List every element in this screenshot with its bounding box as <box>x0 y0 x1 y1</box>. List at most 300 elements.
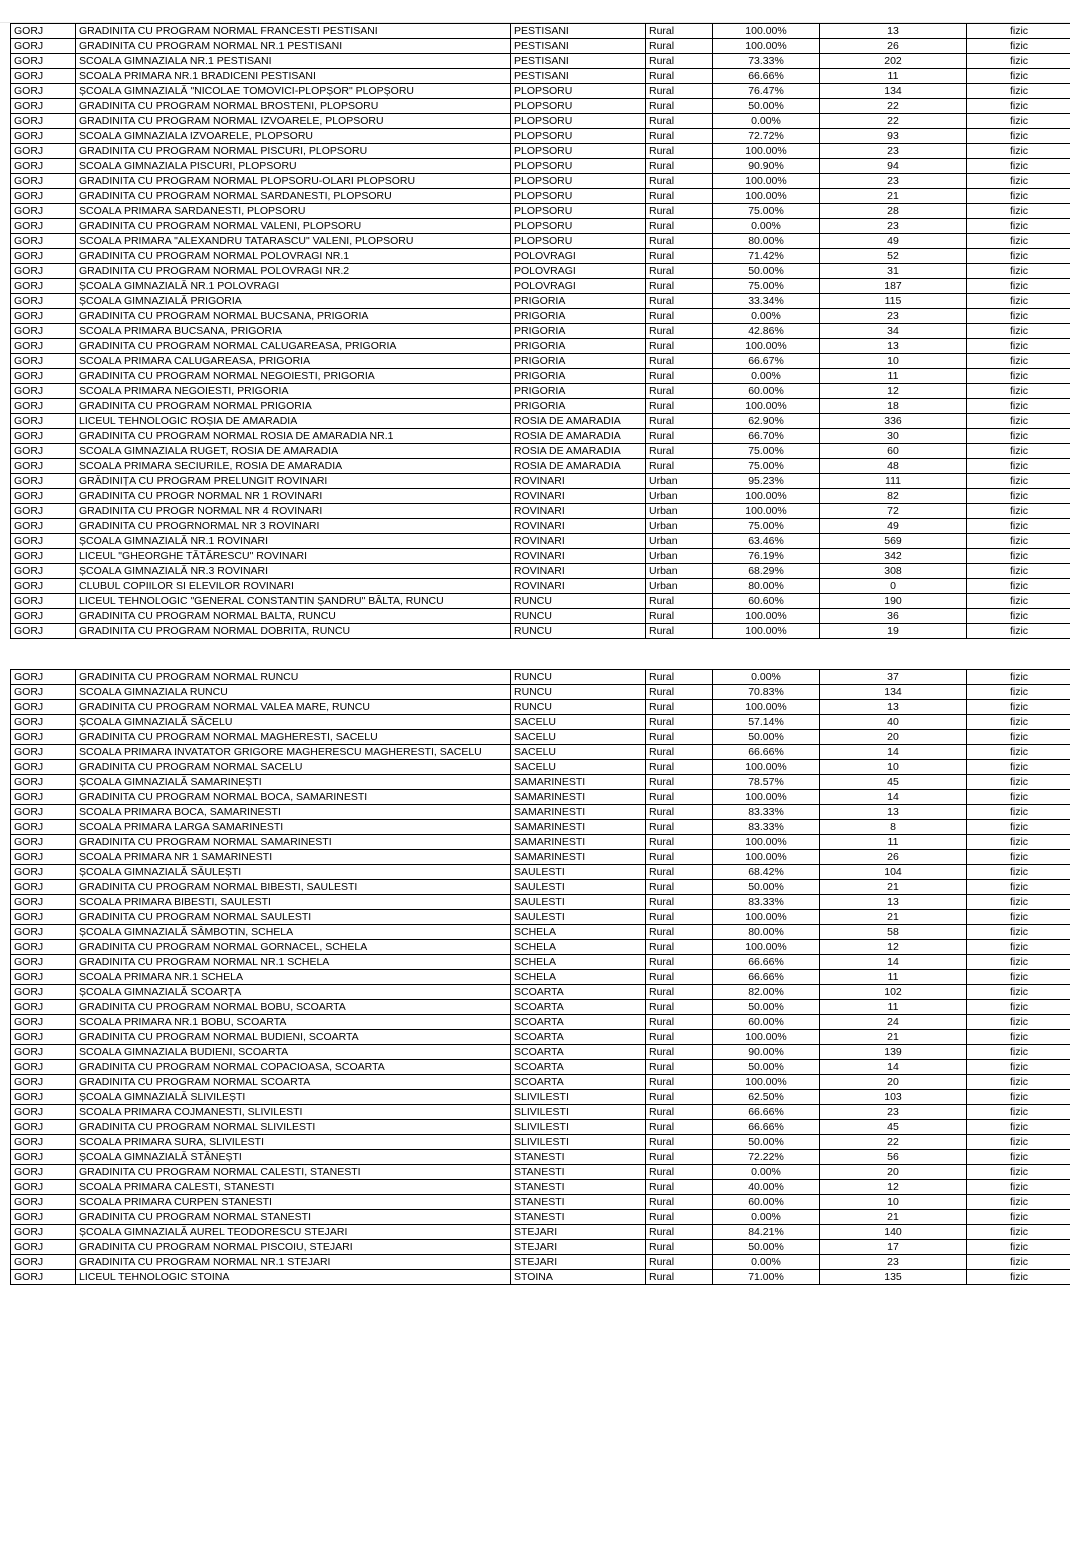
cell-locality: SAULESTI <box>511 910 646 925</box>
cell-count: 24 <box>820 1015 967 1030</box>
table-row <box>11 444 1070 459</box>
table-row <box>11 489 1070 504</box>
cell-county: GORJ <box>11 339 76 354</box>
table-row <box>11 1000 1070 1015</box>
cell-type: fizic <box>967 775 1070 790</box>
table-row <box>11 865 1070 880</box>
cell-county: GORJ <box>11 564 76 579</box>
cell-locality: SCOARTA <box>511 1000 646 1015</box>
cell-environment: Rural <box>646 1240 713 1255</box>
cell-county: GORJ <box>11 144 76 159</box>
cell-county: GORJ <box>11 1060 76 1075</box>
cell-type: fizic <box>967 1165 1070 1180</box>
cell-type: fizic <box>967 144 1070 159</box>
cell-count: 10 <box>820 354 967 369</box>
cell-count: 23 <box>820 1105 967 1120</box>
cell-environment: Rural <box>646 850 713 865</box>
cell-environment: Rural <box>646 369 713 384</box>
cell-environment: Rural <box>646 730 713 745</box>
cell-locality: PLOPSORU <box>511 99 646 114</box>
cell-county: GORJ <box>11 700 76 715</box>
cell-environment: Rural <box>646 700 713 715</box>
cell-unit: SCOALA GIMNAZIALA RUGET, ROSIA DE AMARADIA <box>76 444 511 459</box>
table-row <box>11 219 1070 234</box>
cell-count: 58 <box>820 925 967 940</box>
cell-percent: 50.00% <box>713 730 820 745</box>
table-body-1 <box>11 24 1070 639</box>
cell-environment: Rural <box>646 745 713 760</box>
cell-type: fizic <box>967 84 1070 99</box>
cell-county: GORJ <box>11 1105 76 1120</box>
cell-unit: GRADINITA CU PROGRAM NORMAL DOBRITA, RUNCU <box>76 624 511 639</box>
table-row <box>11 369 1070 384</box>
cell-county: GORJ <box>11 820 76 835</box>
cell-county: GORJ <box>11 39 76 54</box>
cell-unit: CLUBUL COPIILOR SI ELEVILOR ROVINARI <box>76 579 511 594</box>
cell-county: GORJ <box>11 730 76 745</box>
cell-count: 28 <box>820 204 967 219</box>
cell-type: fizic <box>967 1180 1070 1195</box>
cell-count: 10 <box>820 1195 967 1210</box>
cell-environment: Rural <box>646 444 713 459</box>
cell-unit: SCOALA GIMNAZIALA RUNCU <box>76 685 511 700</box>
cell-type: fizic <box>967 549 1070 564</box>
cell-environment: Rural <box>646 1135 713 1150</box>
cell-environment: Rural <box>646 775 713 790</box>
cell-percent: 70.83% <box>713 685 820 700</box>
cell-environment: Urban <box>646 489 713 504</box>
cell-locality: PLOPSORU <box>511 129 646 144</box>
cell-type: fizic <box>967 715 1070 730</box>
cell-unit: SCOALA PRIMARA SECIURILE, ROSIA DE AMARADIA <box>76 459 511 474</box>
cell-county: GORJ <box>11 399 76 414</box>
cell-unit: GRADINITA CU PROGRAM NORMAL PISCOIU, STEJARI <box>76 1240 511 1255</box>
cell-locality: STANESTI <box>511 1210 646 1225</box>
cell-percent: 73.33% <box>713 54 820 69</box>
cell-locality: ROVINARI <box>511 489 646 504</box>
cell-county: GORJ <box>11 549 76 564</box>
cell-locality: PRIGORIA <box>511 369 646 384</box>
table-block-2 <box>0 669 1070 1285</box>
cell-unit: SCOALA PRIMARA BUCSANA, PRIGORIA <box>76 324 511 339</box>
cell-type: fizic <box>967 1240 1070 1255</box>
cell-unit: SCOALA PRIMARA NEGOIESTI, PRIGORIA <box>76 384 511 399</box>
cell-county: GORJ <box>11 760 76 775</box>
cell-percent: 100.00% <box>713 760 820 775</box>
cell-locality: SAULESTI <box>511 880 646 895</box>
cell-environment: Rural <box>646 1180 713 1195</box>
cell-county: GORJ <box>11 489 76 504</box>
table-row <box>11 549 1070 564</box>
cell-unit: GRADINITA CU PROGRAM NORMAL ROSIA DE AMARADIA NR.1 <box>76 429 511 444</box>
cell-type: fizic <box>967 534 1070 549</box>
table-row <box>11 1165 1070 1180</box>
cell-county: GORJ <box>11 429 76 444</box>
cell-county: GORJ <box>11 1150 76 1165</box>
cell-unit: GRADINITA CU PROGRAM NORMAL BUDIENI, SCOARTA <box>76 1030 511 1045</box>
cell-unit: SCOALA PRIMARA BIBESTI, SAULESTI <box>76 895 511 910</box>
cell-environment: Rural <box>646 264 713 279</box>
table-row <box>11 1060 1070 1075</box>
cell-environment: Rural <box>646 685 713 700</box>
cell-count: 19 <box>820 624 967 639</box>
cell-environment: Rural <box>646 985 713 1000</box>
cell-county: GORJ <box>11 850 76 865</box>
cell-environment: Rural <box>646 204 713 219</box>
cell-count: 56 <box>820 1150 967 1165</box>
cell-percent: 60.00% <box>713 384 820 399</box>
cell-count: 190 <box>820 594 967 609</box>
cell-environment: Rural <box>646 624 713 639</box>
cell-unit: SCOALA PRIMARA INVATATOR GRIGORE MAGHERESCU MAGHERESTI, SACELU <box>76 745 511 760</box>
cell-locality: SCOARTA <box>511 1060 646 1075</box>
cell-environment: Urban <box>646 579 713 594</box>
table-row <box>11 955 1070 970</box>
cell-county: GORJ <box>11 384 76 399</box>
cell-locality: ROVINARI <box>511 549 646 564</box>
cell-type: fizic <box>967 670 1070 685</box>
cell-county: GORJ <box>11 414 76 429</box>
cell-count: 26 <box>820 39 967 54</box>
cell-percent: 50.00% <box>713 880 820 895</box>
cell-county: GORJ <box>11 895 76 910</box>
cell-type: fizic <box>967 850 1070 865</box>
table-row <box>11 1135 1070 1150</box>
cell-environment: Rural <box>646 459 713 474</box>
cell-locality: ROSIA DE AMARADIA <box>511 414 646 429</box>
cell-type: fizic <box>967 324 1070 339</box>
cell-percent: 100.00% <box>713 910 820 925</box>
cell-count: 23 <box>820 174 967 189</box>
school-data-table-1 <box>10 23 1070 639</box>
cell-unit: ȘCOALA GIMNAZIALĂ NR.3 ROVINARI <box>76 564 511 579</box>
cell-unit: GRADINITA CU PROGRAM NORMAL SACELU <box>76 760 511 775</box>
cell-unit: SCOALA GIMNAZIALA IZVOARELE, PLOPSORU <box>76 129 511 144</box>
cell-count: 93 <box>820 129 967 144</box>
cell-count: 45 <box>820 775 967 790</box>
cell-environment: Rural <box>646 384 713 399</box>
table-row <box>11 940 1070 955</box>
cell-count: 202 <box>820 54 967 69</box>
cell-type: fizic <box>967 1270 1070 1285</box>
table-row <box>11 564 1070 579</box>
table-row <box>11 925 1070 940</box>
cell-unit: GRADINITA CU PROGRAM NORMAL CALESTI, STANESTI <box>76 1165 511 1180</box>
cell-percent: 0.00% <box>713 670 820 685</box>
cell-unit: GRADINITA CU PROGRAM NORMAL BOBU, SCOARTA <box>76 1000 511 1015</box>
cell-type: fizic <box>967 594 1070 609</box>
cell-count: 21 <box>820 1030 967 1045</box>
table-row <box>11 1180 1070 1195</box>
cell-percent: 57.14% <box>713 715 820 730</box>
cell-county: GORJ <box>11 189 76 204</box>
cell-locality: ROVINARI <box>511 564 646 579</box>
cell-environment: Rural <box>646 895 713 910</box>
cell-unit: GRADINITA CU PROGRAM NORMAL SCOARTA <box>76 1075 511 1090</box>
cell-locality: SLIVILESTI <box>511 1135 646 1150</box>
cell-percent: 100.00% <box>713 174 820 189</box>
cell-county: GORJ <box>11 805 76 820</box>
table-row <box>11 1150 1070 1165</box>
cell-percent: 0.00% <box>713 114 820 129</box>
cell-type: fizic <box>967 444 1070 459</box>
cell-type: fizic <box>967 414 1070 429</box>
cell-percent: 66.66% <box>713 1120 820 1135</box>
cell-unit: GRADINITA CU PROGRAM NORMAL NR.1 STEJARI <box>76 1255 511 1270</box>
cell-county: GORJ <box>11 1225 76 1240</box>
table-row <box>11 1210 1070 1225</box>
cell-county: GORJ <box>11 745 76 760</box>
cell-type: fizic <box>967 910 1070 925</box>
table-row <box>11 715 1070 730</box>
cell-locality: RUNCU <box>511 685 646 700</box>
cell-locality: PESTISANI <box>511 24 646 39</box>
cell-count: 135 <box>820 1270 967 1285</box>
cell-type: fizic <box>967 234 1070 249</box>
table-row <box>11 820 1070 835</box>
cell-environment: Rural <box>646 99 713 114</box>
cell-unit: ȘCOALA GIMNAZIALĂ AUREL TEODORESCU STEJARI <box>76 1225 511 1240</box>
cell-environment: Rural <box>646 955 713 970</box>
cell-count: 36 <box>820 609 967 624</box>
cell-environment: Rural <box>646 144 713 159</box>
cell-count: 17 <box>820 1240 967 1255</box>
cell-percent: 75.00% <box>713 459 820 474</box>
table-row <box>11 1015 1070 1030</box>
table-row <box>11 189 1070 204</box>
cell-county: GORJ <box>11 174 76 189</box>
cell-unit: ȘCOALA GIMNAZIALĂ SĂCELU <box>76 715 511 730</box>
cell-county: GORJ <box>11 970 76 985</box>
cell-environment: Rural <box>646 354 713 369</box>
table-row <box>11 850 1070 865</box>
cell-count: 13 <box>820 895 967 910</box>
cell-locality: PLOPSORU <box>511 114 646 129</box>
cell-county: GORJ <box>11 1180 76 1195</box>
cell-environment: Rural <box>646 39 713 54</box>
cell-percent: 50.00% <box>713 1000 820 1015</box>
cell-environment: Rural <box>646 715 713 730</box>
cell-percent: 60.60% <box>713 594 820 609</box>
cell-environment: Rural <box>646 1225 713 1240</box>
cell-environment: Rural <box>646 399 713 414</box>
table-row <box>11 1075 1070 1090</box>
cell-percent: 100.00% <box>713 489 820 504</box>
cell-type: fizic <box>967 69 1070 84</box>
cell-environment: Rural <box>646 970 713 985</box>
cell-county: GORJ <box>11 775 76 790</box>
cell-unit: SCOALA PRIMARA CURPEN STANESTI <box>76 1195 511 1210</box>
cell-count: 45 <box>820 1120 967 1135</box>
cell-unit: GRADINITA CU PROGRAM NORMAL BUCSANA, PRIGORIA <box>76 309 511 324</box>
page-top-margin <box>0 0 1070 23</box>
cell-locality: SAMARINESTI <box>511 850 646 865</box>
table-row <box>11 309 1070 324</box>
cell-environment: Rural <box>646 84 713 99</box>
cell-type: fizic <box>967 685 1070 700</box>
cell-environment: Rural <box>646 1195 713 1210</box>
cell-type: fizic <box>967 1210 1070 1225</box>
cell-county: GORJ <box>11 54 76 69</box>
cell-type: fizic <box>967 294 1070 309</box>
page-bottom-margin <box>0 1285 1070 1291</box>
cell-type: fizic <box>967 1135 1070 1150</box>
table-row <box>11 99 1070 114</box>
cell-percent: 100.00% <box>713 1075 820 1090</box>
cell-environment: Rural <box>646 820 713 835</box>
cell-unit: GRADINITA CU PROGRAM NORMAL BROSTENI, PLOPSORU <box>76 99 511 114</box>
cell-type: fizic <box>967 129 1070 144</box>
cell-unit: SCOALA PRIMARA CALESTI, STANESTI <box>76 1180 511 1195</box>
cell-environment: Rural <box>646 1045 713 1060</box>
cell-count: 23 <box>820 144 967 159</box>
cell-county: GORJ <box>11 504 76 519</box>
cell-county: GORJ <box>11 459 76 474</box>
cell-count: 187 <box>820 279 967 294</box>
cell-county: GORJ <box>11 534 76 549</box>
cell-count: 102 <box>820 985 967 1000</box>
cell-county: GORJ <box>11 1030 76 1045</box>
cell-count: 134 <box>820 84 967 99</box>
cell-percent: 100.00% <box>713 504 820 519</box>
table-row <box>11 264 1070 279</box>
cell-type: fizic <box>967 384 1070 399</box>
cell-count: 8 <box>820 820 967 835</box>
cell-county: GORJ <box>11 790 76 805</box>
cell-percent: 100.00% <box>713 144 820 159</box>
cell-count: 103 <box>820 1090 967 1105</box>
cell-percent: 100.00% <box>713 399 820 414</box>
cell-type: fizic <box>967 114 1070 129</box>
cell-locality: ROSIA DE AMARADIA <box>511 459 646 474</box>
cell-county: GORJ <box>11 910 76 925</box>
cell-type: fizic <box>967 459 1070 474</box>
cell-type: fizic <box>967 700 1070 715</box>
cell-percent: 75.00% <box>713 519 820 534</box>
cell-county: GORJ <box>11 715 76 730</box>
table-block-1 <box>0 23 1070 639</box>
cell-locality: RUNCU <box>511 624 646 639</box>
cell-unit: SCOALA PRIMARA SURA, SLIVILESTI <box>76 1135 511 1150</box>
cell-environment: Rural <box>646 865 713 880</box>
cell-count: 23 <box>820 309 967 324</box>
cell-environment: Rural <box>646 940 713 955</box>
cell-count: 13 <box>820 700 967 715</box>
cell-unit: SCOALA GIMNAZIALA PISCURI, PLOPSORU <box>76 159 511 174</box>
cell-count: 20 <box>820 1165 967 1180</box>
cell-county: GORJ <box>11 880 76 895</box>
cell-percent: 66.66% <box>713 1105 820 1120</box>
cell-county: GORJ <box>11 1000 76 1015</box>
cell-unit: ȘCOALA GIMNAZIALĂ STĂNEȘTI <box>76 1150 511 1165</box>
cell-locality: SAULESTI <box>511 865 646 880</box>
cell-county: GORJ <box>11 309 76 324</box>
cell-percent: 100.00% <box>713 39 820 54</box>
cell-locality: ROVINARI <box>511 519 646 534</box>
cell-count: 140 <box>820 1225 967 1240</box>
cell-count: 20 <box>820 1075 967 1090</box>
cell-count: 12 <box>820 1180 967 1195</box>
cell-locality: PRIGORIA <box>511 309 646 324</box>
cell-county: GORJ <box>11 159 76 174</box>
cell-type: fizic <box>967 805 1070 820</box>
cell-locality: RUNCU <box>511 594 646 609</box>
table-row <box>11 234 1070 249</box>
table-row <box>11 805 1070 820</box>
cell-locality: ROSIA DE AMARADIA <box>511 444 646 459</box>
cell-percent: 80.00% <box>713 925 820 940</box>
cell-percent: 63.46% <box>713 534 820 549</box>
cell-percent: 100.00% <box>713 850 820 865</box>
cell-percent: 100.00% <box>713 24 820 39</box>
cell-count: 111 <box>820 474 967 489</box>
cell-environment: Rural <box>646 309 713 324</box>
cell-percent: 71.00% <box>713 1270 820 1285</box>
cell-locality: SLIVILESTI <box>511 1120 646 1135</box>
cell-count: 11 <box>820 69 967 84</box>
cell-count: 11 <box>820 835 967 850</box>
cell-environment: Rural <box>646 279 713 294</box>
cell-count: 52 <box>820 249 967 264</box>
cell-type: fizic <box>967 835 1070 850</box>
cell-county: GORJ <box>11 279 76 294</box>
cell-percent: 40.00% <box>713 1180 820 1195</box>
cell-type: fizic <box>967 24 1070 39</box>
table-row <box>11 129 1070 144</box>
cell-environment: Rural <box>646 249 713 264</box>
cell-count: 22 <box>820 1135 967 1150</box>
cell-count: 12 <box>820 384 967 399</box>
table-row <box>11 474 1070 489</box>
cell-locality: SCOARTA <box>511 985 646 1000</box>
cell-percent: 0.00% <box>713 369 820 384</box>
cell-percent: 90.90% <box>713 159 820 174</box>
cell-percent: 50.00% <box>713 1135 820 1150</box>
table-row <box>11 700 1070 715</box>
cell-percent: 75.00% <box>713 444 820 459</box>
cell-environment: Rural <box>646 189 713 204</box>
cell-unit: LICEUL TEHNOLOGIC ROȘIA DE AMARADIA <box>76 414 511 429</box>
cell-percent: 95.23% <box>713 474 820 489</box>
cell-county: GORJ <box>11 624 76 639</box>
cell-locality: PLOPSORU <box>511 84 646 99</box>
cell-environment: Rural <box>646 24 713 39</box>
cell-unit: GRADINITA CU PROGRAM NORMAL SAMARINESTI <box>76 835 511 850</box>
cell-unit: ȘCOALA GIMNAZIALĂ SAMARINEȘTI <box>76 775 511 790</box>
cell-percent: 76.47% <box>713 84 820 99</box>
cell-percent: 71.42% <box>713 249 820 264</box>
cell-environment: Rural <box>646 339 713 354</box>
cell-county: GORJ <box>11 609 76 624</box>
cell-percent: 80.00% <box>713 234 820 249</box>
cell-environment: Rural <box>646 925 713 940</box>
cell-environment: Rural <box>646 805 713 820</box>
cell-count: 22 <box>820 99 967 114</box>
cell-unit: SCOALA PRIMARA NR 1 SAMARINESTI <box>76 850 511 865</box>
cell-locality: SACELU <box>511 745 646 760</box>
cell-environment: Rural <box>646 790 713 805</box>
cell-county: GORJ <box>11 474 76 489</box>
cell-environment: Rural <box>646 880 713 895</box>
cell-type: fizic <box>967 624 1070 639</box>
cell-locality: PESTISANI <box>511 54 646 69</box>
cell-unit: GRADINITA CU PROGRAM NORMAL POLOVRAGI NR.2 <box>76 264 511 279</box>
cell-locality: ROVINARI <box>511 504 646 519</box>
cell-locality: SCHELA <box>511 970 646 985</box>
cell-county: GORJ <box>11 985 76 1000</box>
cell-locality: PLOPSORU <box>511 189 646 204</box>
cell-county: GORJ <box>11 835 76 850</box>
